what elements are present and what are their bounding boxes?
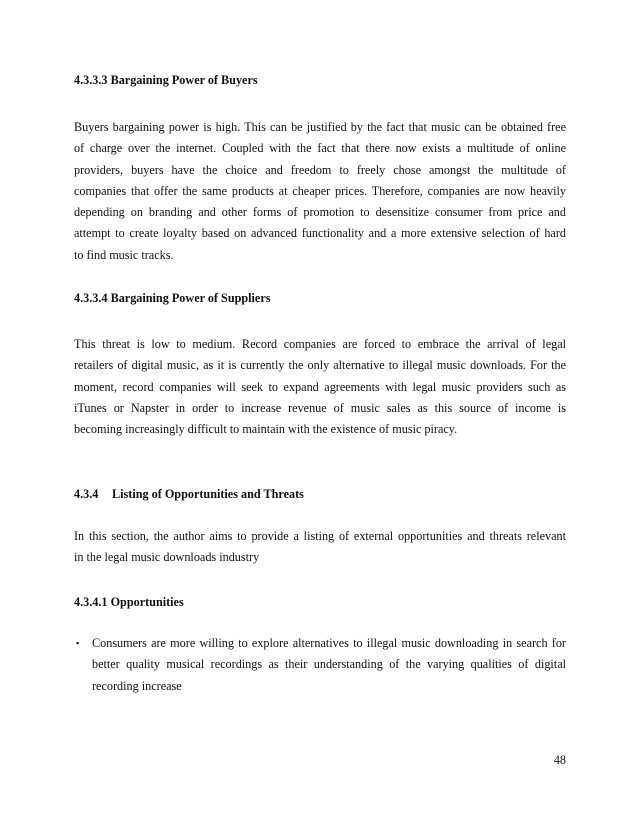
page-number: 48 [553,753,566,767]
text-line: moment, record companies will seek to expand agreements with legal music providers such as [74,379,566,394]
text-line: better quality musical recordings as their understanding of the varying qualities of digital [92,657,566,672]
text-line: Buyers bargaining power is high. This can be justified by the fact that music can be obtained free [74,120,566,134]
heading-text: Listing of Opportunities and Threats [112,487,304,501]
list-item [92,633,566,697]
section-heading: 4.3.3.4 Bargaining Power of Suppliers [74,291,271,305]
text-line: iTunes or Napster in order to increase revenue of music sales as this source of income is [74,400,566,415]
text-line: becoming increasingly difficult to maintain with the existence of music piracy. [74,422,458,437]
section-heading: 4.3.3.3 Bargaining Power of Buyers [74,73,258,87]
text-line: providers, buyers have the choice and freedom to freely chose amongst the multitude of [74,162,566,177]
text-line: companies that offer the same products at cheaper prices. Therefore, companies are now heavily [74,183,566,198]
text-line: recording increase [92,678,182,693]
text-line: to find music tracks. [74,247,174,262]
paragraph-listing [74,526,566,569]
text-line: retailers of digital music, as it is currently the only alternative to illegal music downloads. For the [74,358,566,373]
text-line: of charge over the internet. Coupled with the fact that there now exists a multitude of online [74,141,566,156]
paragraph-suppliers [74,334,566,440]
text-line: depending on branding and other forms of promotion to desensitize consumer from price and [74,205,566,220]
text-line: This threat is low to medium. Record companies are forced to embrace the arrival of legal [74,337,566,351]
section-heading: 4.3.4.1 Opportunities [74,595,184,609]
text-line: in the legal music downloads industry [74,550,260,565]
text-line: In this section, the author aims to provide a listing of external opportunities and threats relevant [74,529,566,543]
square-bullet-icon: ▪ [76,638,80,648]
paragraph-buyers [74,117,566,266]
text-line: attempt to create loyalty based on advanced functionality and a more extensive selection of hard [74,226,566,241]
section-heading [74,487,304,502]
text-line: Consumers are more willing to explore alternatives to illegal music downloading in search for [92,636,566,650]
heading-number: 4.3.4 [74,487,99,501]
